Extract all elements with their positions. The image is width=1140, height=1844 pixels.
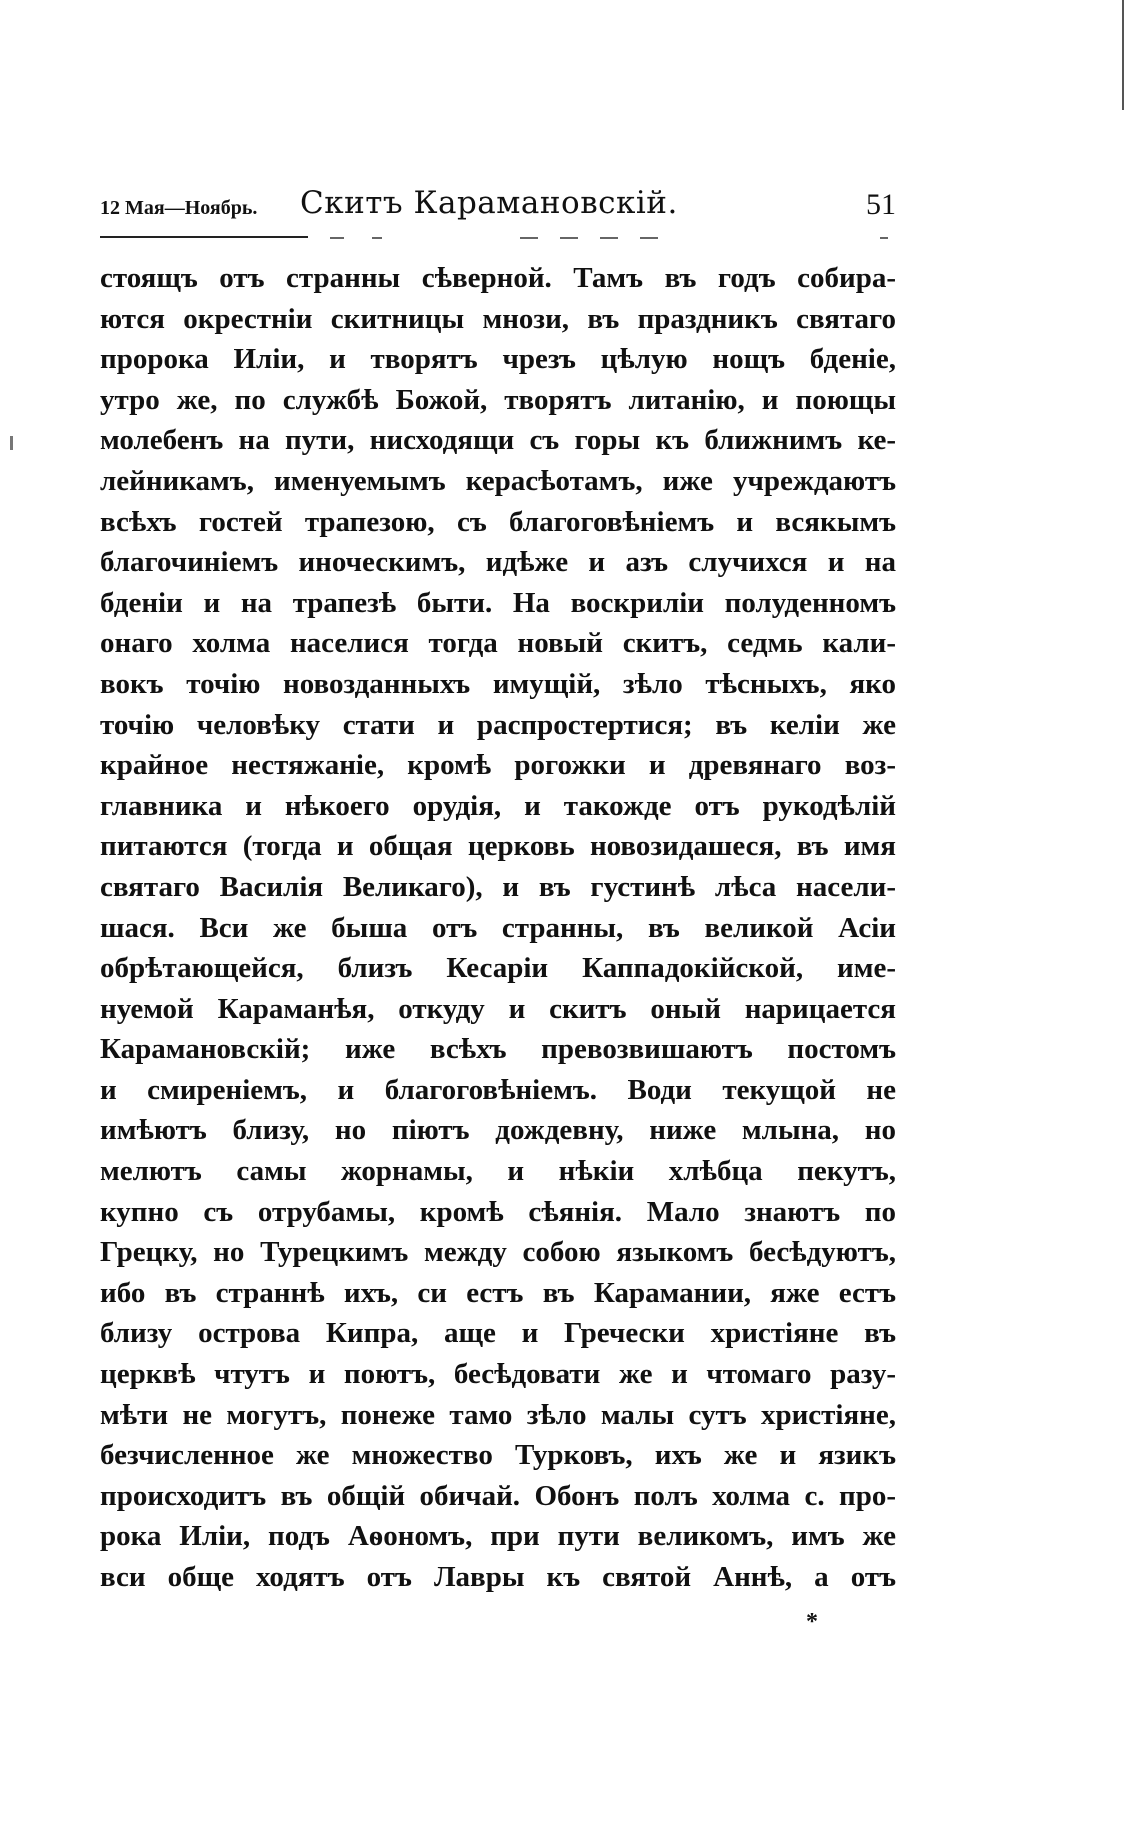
text-line: имѣютъ близу, но піютъ дождевну, ниже млына, но (100, 1114, 896, 1147)
text-line: рока Иліи, подъ Аѳономъ, при пути великомъ, имъ же (100, 1520, 896, 1553)
text-line: точію человѣку стати и распростертися; въ келіи же (100, 708, 896, 741)
text-line: шася. Вси же быша отъ странны, въ великой Асіи (100, 911, 896, 944)
text-line: святаго Василія Великаго), и въ густинѣ лѣса насели- (100, 870, 896, 903)
header-title: Скитъ Карамановскій. (300, 185, 678, 221)
scan-edge-line (1122, 0, 1124, 110)
page-number: 51 (866, 188, 896, 221)
text-line: вокъ точію новозданныхъ имущій, зѣло тѣсныхъ, яко (100, 667, 896, 700)
text-line: питаются (тогда и общая церковь новозидашеся, въ имя (100, 830, 896, 863)
text-line: всѣхъ гостей трапезою, съ благоговѣніемъ и всякымъ (100, 505, 896, 538)
running-header (100, 182, 896, 232)
text-line: молебенъ на пути, нисходящи съ горы къ ближнимъ ке- (100, 424, 896, 457)
text-line: онаго холма населися тогда новый скитъ, седмь кали- (100, 627, 896, 660)
text-line: ибо въ страннѣ ихъ, си естъ въ Карамании, яже естъ (100, 1276, 896, 1309)
text-line: безчисленное же множество Турковъ, ихъ же и язикъ (100, 1439, 896, 1472)
text-line: мѣти не могутъ, понеже тамо зѣло малы сутъ христіяне, (100, 1398, 896, 1431)
text-line: близу острова Кипра, аще и Гречески христіяне въ (100, 1317, 896, 1350)
text-line: благочиніемъ иноческимъ, идѣже и азъ случихся и на (100, 546, 896, 579)
header-rule-dash (520, 237, 538, 239)
text-line: главника и нѣкоего орудія, и такожде отъ рукодѣлій (100, 789, 896, 822)
text-line: бденіи и на трапезѣ быти. На воскриліи полуденномъ (100, 586, 896, 619)
text-line: ются окрестніи скитницы мнози, въ праздникъ святаго (100, 302, 896, 335)
text-line: стоящъ отъ странны сѣверной. Тамъ въ годъ собира- (100, 262, 896, 294)
header-date-range: 12 Мая—Ноябрь. (100, 197, 258, 219)
text-line: Грецку, но Турецкимъ между собою языкомъ бесѣдуютъ, (100, 1236, 896, 1269)
text-line: пророка Иліи, и творятъ чрезъ цѣлую нощъ бденіе, (100, 343, 896, 376)
text-line: крайное нестяжаніе, кромѣ рогожки и древянаго воз- (100, 749, 896, 782)
text-line: обрѣтающейся, близъ Кесаріи Каппадокійской, име- (100, 952, 896, 985)
text-line: вси обще ходятъ отъ Лавры къ святой Аннѣ, а отъ (100, 1561, 896, 1593)
text-line: нуемой Караманѣя, откуду и скитъ оный нарицается (100, 992, 896, 1025)
scan-edge-mark (10, 436, 13, 450)
text-line: происходитъ въ общій обичай. Обонъ полъ холма с. про- (100, 1479, 896, 1512)
text-line: купно съ отрубамы, кромѣ сѣянія. Мало знаютъ по (100, 1195, 896, 1228)
header-rule-dash (640, 237, 658, 239)
text-line: мелютъ самы жорнамы, и нѣкіи хлѣбца пекутъ, (100, 1155, 896, 1188)
text-line: Карамановскій; иже всѣхъ превозвишаютъ постомъ (100, 1033, 896, 1066)
body-text (100, 258, 896, 1598)
header-rule-dash (330, 237, 344, 239)
text-line: церквѣ чтутъ и поютъ, бесѣдовати же и чтомаго разу- (100, 1358, 896, 1391)
text-line: лейникамъ, именуемымъ керасѣотамъ, иже учреждаютъ (100, 464, 896, 497)
header-rule-dash (600, 237, 618, 239)
text-line: утро же, по службѣ Божой, творятъ литанію, и поющы (100, 383, 896, 416)
header-rule-dash (372, 237, 382, 239)
header-rule (100, 236, 308, 238)
footnote-mark: * (806, 1609, 818, 1635)
header-rule-dash (560, 237, 578, 239)
header-rule-dash (880, 237, 888, 239)
text-line: и смиреніемъ, и благоговѣніемъ. Води текущой не (100, 1073, 896, 1106)
